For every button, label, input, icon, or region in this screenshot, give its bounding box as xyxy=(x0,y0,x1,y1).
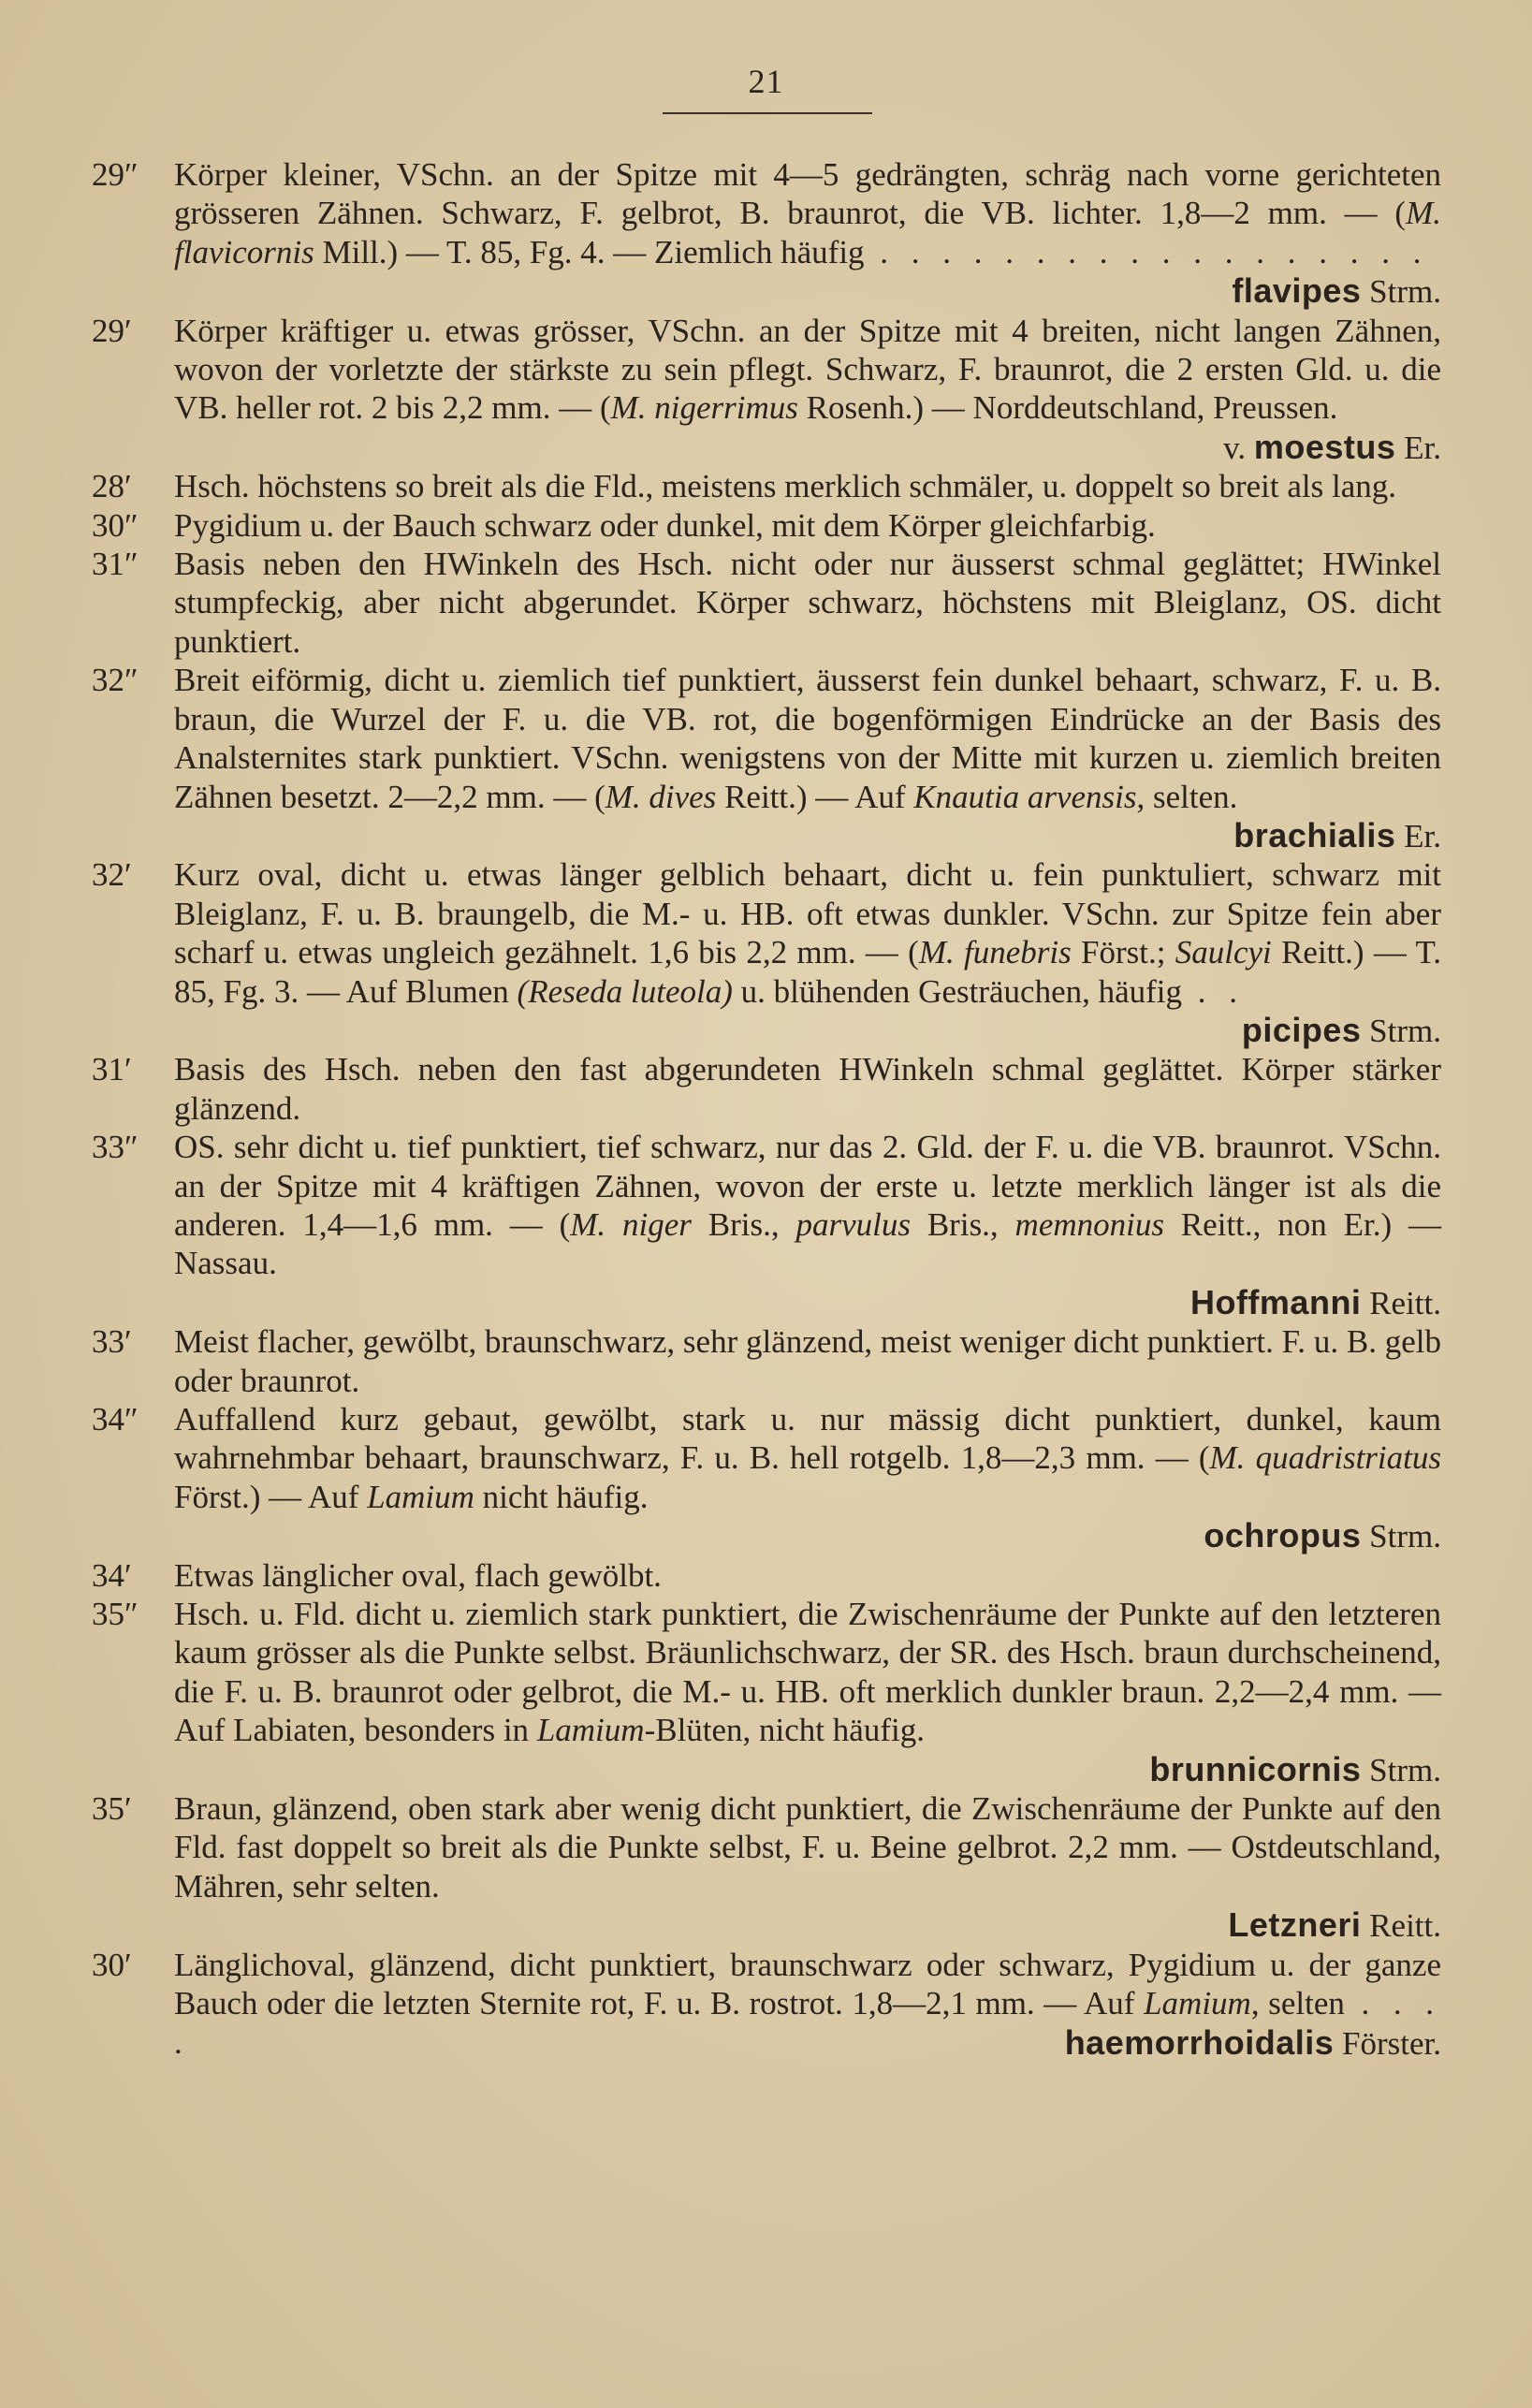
couplet-number: 35′ xyxy=(92,1790,132,1828)
key-entry xyxy=(92,1946,1442,2063)
key-entry xyxy=(92,312,1441,468)
entry-text-continued: nicht häufig. xyxy=(474,1478,649,1515)
author-name: Strm. xyxy=(1369,1751,1441,1788)
entry-text-continued: Bris., xyxy=(910,1205,1015,1243)
couplet-number: 29′ xyxy=(92,312,132,349)
couplet-number: 34′ xyxy=(92,1556,132,1594)
entry-text-continued: Reitt., non Er.) — Nassau. xyxy=(174,1205,1441,1282)
synonym-name: M. quadristriatus xyxy=(1209,1439,1441,1477)
entry-text-continued: , selten xyxy=(1250,1985,1345,2022)
entry-text: Hsch. höchstens so breit als die Fld., meistens merklich schmäler, u. doppelt so breit als lang. xyxy=(174,468,1396,505)
species-name: moestus xyxy=(1253,427,1396,466)
couplet-number: 31″ xyxy=(92,546,139,583)
synonym-name: M. niger xyxy=(570,1205,692,1243)
synonym-name: M. flavicornis xyxy=(174,195,1441,270)
species-name: Letzneri xyxy=(1228,1905,1362,1945)
author-name: Er. xyxy=(1404,817,1441,854)
entry-text-continued: -Blüten, nicht häufig. xyxy=(644,1712,925,1749)
entry-text-continued: Först.) — Auf xyxy=(174,1478,368,1515)
identification-key xyxy=(0,155,1532,2063)
leader-dots: . . xyxy=(1182,972,1246,1010)
author-name: Strm. xyxy=(1369,1518,1441,1555)
host-plant-name: Lamium xyxy=(367,1478,474,1515)
author-name: Er. xyxy=(1404,429,1441,466)
entry-text: Kurz oval, dicht u. etwas länger gelblich behaart, dicht u. fein punktuliert, schwarz mit Bleiglanz, F. u. B. braungelb, die M.- u. HB. oft etwas dunkler. VSchn. zur Spitze fein aber scharf u. etwas ungleich gezähnelt. 1,6 bis 2,2 mm. — ( xyxy=(174,856,1441,971)
author-name: Strm. xyxy=(1369,1012,1441,1049)
entry-text: Pygidium u. der Bauch schwarz oder dunkel, mit dem Körper gleichfarbig. xyxy=(174,506,1156,544)
couplet-number: 30′ xyxy=(92,1946,132,1983)
key-entry xyxy=(92,545,1441,661)
couplet-number: 35″ xyxy=(92,1596,139,1633)
key-entry xyxy=(92,1789,1441,1946)
key-entry xyxy=(92,661,1441,855)
entry-text: Breit eiförmig, dicht u. ziemlich tief punktiert, äusserst fein dunkel behaart, schwarz, F. u. B. braun, die Wurzel der F. u. die VB. rot, die bogenförmigen Eindrücke an der Basis des Analsternites stark punktiert. VSchn. wenigstens von der Mitte mit kurzen u. ziemlich breiten Zähnen besetzt. 2—2,2 mm. — ( xyxy=(174,662,1441,815)
key-entry xyxy=(92,506,1441,545)
key-entry xyxy=(92,1050,1441,1128)
key-entry xyxy=(92,1595,1441,1789)
species-name: brunnicornis xyxy=(1149,1749,1362,1788)
author-name: Reitt. xyxy=(1369,1907,1441,1945)
leader-dots: . . . . . . . . . . . . . . . . . . xyxy=(864,233,1429,270)
entry-text: Auffallend kurz gebaut, gewölbt, stark u. nur mässig dicht punktiert, dunkel, kaum wahrnehmbar behaart, braunschwarz, F. u. B. hell rotgelb. 1,8—2,3 mm. — ( xyxy=(174,1401,1441,1477)
couplet-number: 29″ xyxy=(92,156,139,193)
variety-prefix: v. xyxy=(1223,429,1254,466)
author-name: Reitt. xyxy=(1369,1284,1441,1321)
entry-text: OS. sehr dicht u. tief punktiert, tief schwarz, nur das 2. Gld. der F. u. die VB. braunrot. VSchn. an der Spitze mit 4 kräftigen Zähnen, wovon der erste u. letzte merklich länger ist als die anderen. 1,4—1,6 mm. — ( xyxy=(174,1129,1441,1243)
entry-text: Braun, glänzend, oben stark aber wenig dicht punktiert, die Zwischenräume der Punkte auf den Fld. fast doppelt so breit als die Punkte selbst, F. u. Beine gelbrot. 2,2 mm. — Ostdeutschland, Mähren, sehr selten. xyxy=(174,1790,1441,1905)
couplet-number: 30″ xyxy=(92,506,139,544)
couplet-number: 32″ xyxy=(92,662,139,699)
entry-text: Meist flacher, gewölbt, braunschwarz, sehr glänzend, meist weniger dicht punktiert. F. u. B. gelb oder braunrot. xyxy=(174,1323,1441,1399)
couplet-number: 34″ xyxy=(92,1401,139,1438)
key-entry xyxy=(92,155,1441,312)
species-name: brachialis xyxy=(1233,815,1396,854)
synonym-name: parvulus xyxy=(795,1205,911,1243)
key-entry xyxy=(92,1128,1441,1322)
entry-text: Körper kräftiger u. etwas grösser, VSchn. an der Spitze mit 4 breiten, nicht langen Zähnen, wovon der vorletzte der stärkste zu sein pflegt. Schwarz, F. braunrot, die 2 ersten Gld. u. die VB. heller rot. 2 bis 2,2 mm. — ( xyxy=(174,312,1441,427)
host-plant-name: Lamium xyxy=(1144,1985,1251,2022)
host-plant-name: (Reseda luteola) xyxy=(517,972,733,1010)
entry-text-continued: Reitt.) — T. 85, Fg. 3. — Auf Blumen xyxy=(174,934,1441,1010)
key-entry xyxy=(92,1322,1441,1400)
couplet-number: 28′ xyxy=(92,468,132,505)
species-name: ochropus xyxy=(1204,1516,1362,1555)
author-name: Förster. xyxy=(1342,2024,1441,2062)
key-entry xyxy=(92,1556,1441,1595)
entry-text: Körper kleiner, VSchn. an der Spitze mit 4—5 gedrängten, schräg nach vorne gerichteten grösseren Zähnen. Schwarz, F. gelbrot, B. braunrot, die VB. lichter. 1,8—2 mm. — ( xyxy=(174,156,1441,232)
entry-text-continued: Först.; xyxy=(1071,934,1175,971)
key-entry xyxy=(92,467,1441,505)
key-entry xyxy=(92,855,1441,1050)
species-name: flavipes xyxy=(1232,271,1362,311)
host-plant-name: Knautia arvensis xyxy=(913,778,1137,815)
entry-text: Etwas länglicher oval, flach gewölbt. xyxy=(174,1556,662,1594)
synonym-name: M. dives xyxy=(605,778,717,815)
host-plant-name: Lamium xyxy=(536,1712,645,1749)
entry-text: Basis des Hsch. neben den fast abgerundeten HWinkeln schmal geglättet. Körper stärker glänzend. xyxy=(174,1051,1441,1127)
leader-dots: . . . . xyxy=(174,1985,1442,2061)
couplet-number: 33′ xyxy=(92,1323,132,1361)
header-rule xyxy=(663,112,872,114)
species-name: picipes xyxy=(1241,1010,1362,1049)
entry-text-continued: Mill.) — T. 85, Fg. 4. — Ziemlich häufig xyxy=(314,233,865,270)
entry-text-continued: Reitt.) — Auf xyxy=(716,778,914,815)
entry-text-continued: Rosenh.) — Norddeutschland, Preussen. xyxy=(797,389,1338,427)
couplet-number: 32′ xyxy=(92,856,132,894)
synonym-name: M. funebris xyxy=(918,934,1072,971)
entry-text: Hsch. u. Fld. dicht u. ziemlich stark punktiert, die Zwischenräume der Punkte auf den letzteren kaum grösser als die Punkte selbst. Bräunlichschwarz, der SR. des Hsch. braun durchscheinend, die F. u. B. braunrot oder gelbrot, die M.- u. HB. oft merklich dunkler braun. 2,2—2,4 mm. — Auf Labiaten, besonders in xyxy=(174,1596,1441,1749)
entry-text: Basis neben den HWinkeln des Hsch. nicht oder nur äusserst schmal geglättet; HWinkel stumpfeckig, aber nicht abgerundet. Körper schwarz, höchstens mit Bleiglanz, OS. dicht punktiert. xyxy=(174,546,1441,660)
entry-text-continued: Bris., xyxy=(691,1205,796,1243)
couplet-number: 33″ xyxy=(92,1129,139,1166)
entry-text-continued: u. blühenden Gesträuchen, häufig xyxy=(732,972,1183,1010)
couplet-number: 31′ xyxy=(92,1051,132,1088)
synonym-name: Saulcyi xyxy=(1175,934,1272,971)
entry-text-continued: , selten. xyxy=(1136,778,1238,815)
page-number: 21 xyxy=(748,63,784,100)
key-entry xyxy=(92,1400,1441,1556)
species-name: Hoffmanni xyxy=(1189,1282,1362,1321)
author-name: Strm. xyxy=(1369,273,1441,311)
species-name: haemorrhoidalis xyxy=(1064,2022,1335,2062)
synonym-name: M. nigerrimus xyxy=(610,389,798,427)
synonym-name: memnonius xyxy=(1014,1205,1164,1243)
entry-text: Länglichoval, glänzend, dicht punktiert, braunschwarz oder schwarz, Pygidium u. der ganze Bauch oder die letzten Sternite rot, F. u. B. rostrot. 1,8—2,1 mm. — Auf xyxy=(174,1946,1441,2022)
